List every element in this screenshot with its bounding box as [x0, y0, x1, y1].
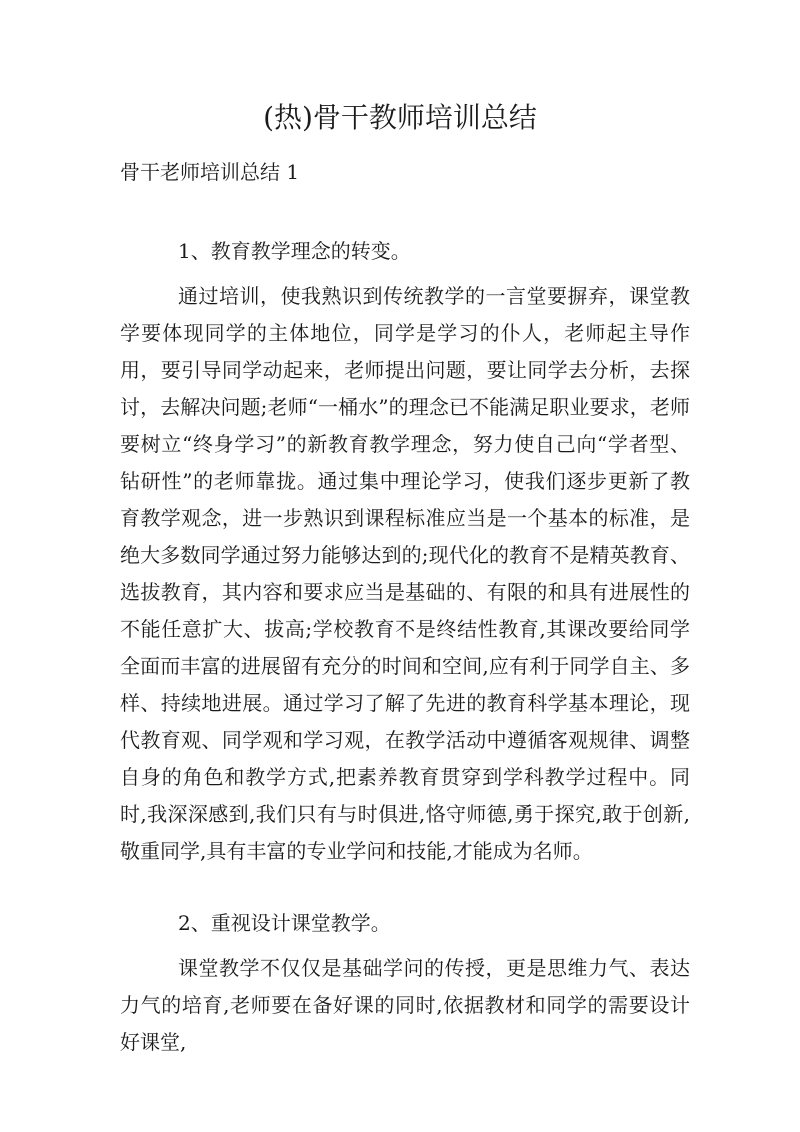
section-heading-2: 2、重视设计课堂教学。 — [178, 911, 391, 935]
document-title: (热)骨干教师培训总结 — [263, 101, 537, 134]
section-paragraph-2: 课堂教学不仅仅是基础学问的传授，更是思维力气、表达力气的培育,老师要在备好课的同时,依据教材和同学的需要设计好课堂, — [120, 956, 690, 1054]
section-heading-1: 1、教育教学理念的转变。 — [178, 239, 411, 263]
document-subtitle: 骨干老师培训总结 1 — [120, 160, 300, 184]
section-paragraph-1: 通过培训，使我熟识到传统教学的一言堂要摒弃，课堂教学要体现同学的主体地位，同学是学习的仆人，老师起主导作用，要引导同学动起来，老师提出问题，要让同学去分析，去探讨，去解决问题;老师“一桶水”的理念已不能满足职业要求，老师要树立“终身学习”的新教育教学理念，努力使自己向“学者型、钻研性”的老师靠拢。通过集中理论学习，使我们逐步更新了教育教学观念，进一步熟识到课程标准应当是一个基本的标准，是绝大多数同学通过努力能够达到的;现代化的教育不是精英教育、选拔教育，其内容和要求应当是基础的、有限的和具有进展性的不能任意扩大、拔高;学校教育不是终结性教育,其课改要给同学全面而丰富的进展留有充分的时间和空间,应有利于同学自主、多样、持续地进展。通过学习了解了先进的教育科学基本理论，现代教育观、同学观和学习观，在教学活动中遵循客观规律、调整自身的角色和教学方式,把素养教育贯穿到学科教学过程中。同时,我深深感到,我们只有与时俱进,恪守师德,勇于探究,敢于创新,敬重同学,具有丰富的专业学问和技能,才能成为名师。 — [120, 284, 690, 863]
